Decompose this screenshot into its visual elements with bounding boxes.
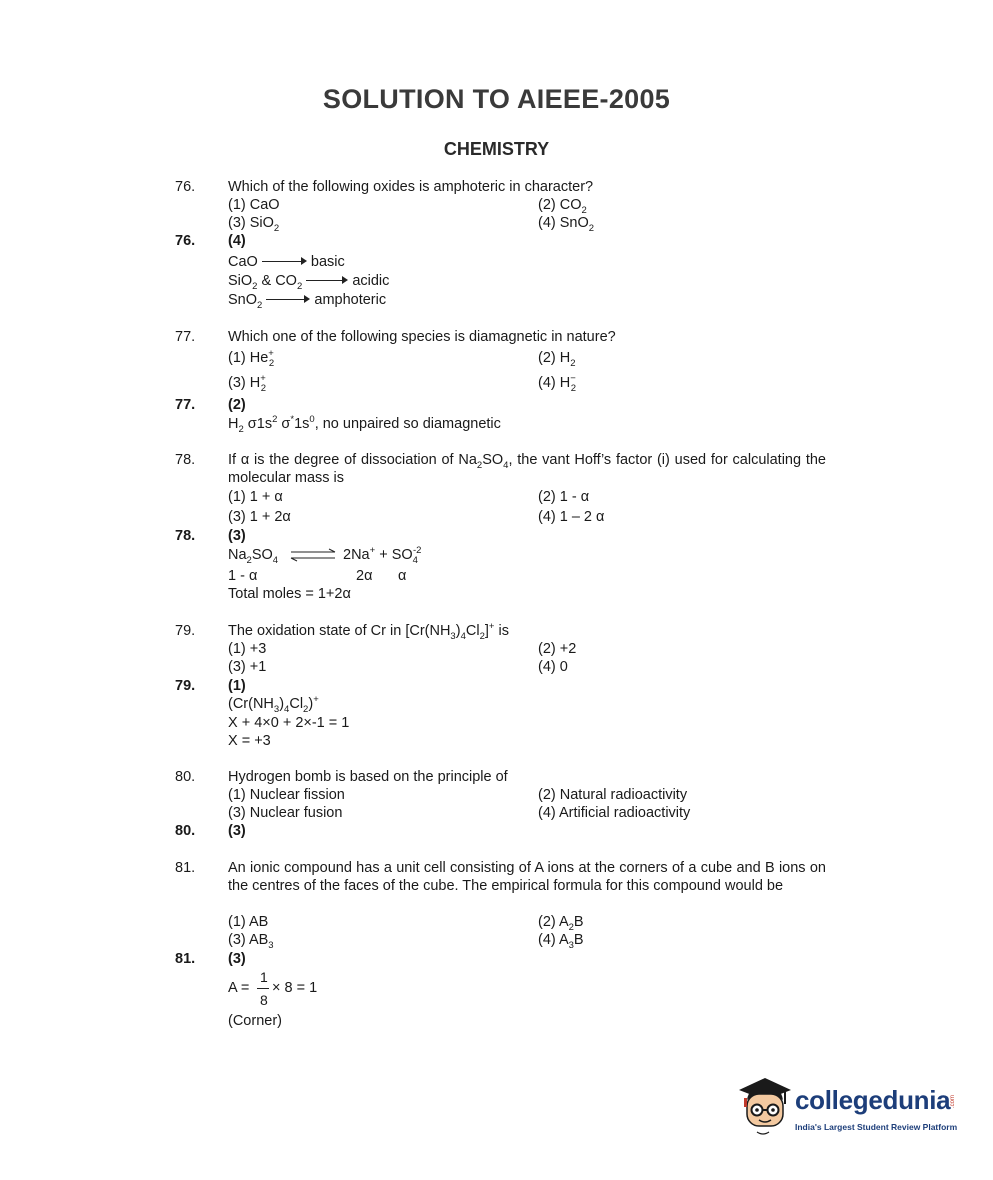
answer-number: 79. — [175, 678, 196, 694]
option-2: (2) $A_2B$ — [538, 914, 584, 933]
answer-choice: (4) — [228, 233, 246, 249]
answer-choice: (3) — [228, 823, 246, 839]
subject-heading: CHEMISTRY — [443, 139, 550, 159]
option-3: (3) $AB_3$ — [228, 932, 274, 951]
question-text: Hydrogen bomb is based on the principle of — [228, 769, 508, 785]
option-4: (4) 0 — [538, 659, 568, 675]
solution-equation: $Na_2SO_4$ — [228, 547, 279, 566]
solution-line: CaO basic — [228, 254, 345, 270]
right-arrow-icon — [266, 295, 310, 305]
question-number: 78. — [175, 452, 196, 468]
fraction-bar — [257, 988, 269, 989]
right-arrow-icon — [306, 276, 348, 286]
option-2: (2) $H_2$ — [538, 350, 576, 369]
logo-domain-suffix: .com — [950, 1095, 956, 1109]
option-1: (1) Nuclear fission — [228, 787, 345, 803]
question-text: An ionic compound has a unit cell consisting of A ions at the corners of a cube and B ions on the centres of the faces of the cube. The empirical formula for this compound would be — [228, 860, 826, 894]
option-1: (1) +3 — [228, 641, 267, 657]
option-2: (2) Natural radioactivity — [538, 787, 688, 803]
answer-number: 81. — [175, 951, 196, 967]
option-4: (4) $H^-_2$ — [538, 373, 577, 394]
option-2: (2) $CO_2$ — [538, 197, 587, 216]
equation-lhs: A = — [228, 980, 250, 996]
option-4: (4) 1 – 2 α — [538, 509, 605, 525]
moles-product-1: 2α — [356, 568, 373, 584]
solution-line: X + 4×0 + 2×-1 = 1 — [228, 715, 350, 731]
option-3: (3) $H^+_2$ — [228, 373, 267, 394]
equation-rhs: × 8 = 1 — [272, 980, 318, 996]
answer-number: 77. — [175, 397, 196, 413]
solution-equation-products: $2Na^+ + SO_4^{-2}$ — [343, 545, 422, 566]
logo-wordmark: collegedunia — [795, 1085, 951, 1115]
option-1: (1) $He^+_2$ — [228, 348, 275, 369]
solution-line: SiO$_2$ & $CO_2$ acidic — [228, 273, 390, 292]
question-number: 81. — [175, 860, 196, 876]
solution-line: $H_2$ $\sigma 1s^2$ $\sigma^*1s^0$, no unpaired so diamagnetic — [228, 414, 501, 435]
solution-line: $(Cr(NH_3)_4Cl_2)^+$ — [228, 694, 319, 715]
option-2: (2) +2 — [538, 641, 577, 657]
answer-number: 78. — [175, 528, 196, 544]
question-text: Which of the following oxides is amphoteric in character? — [228, 179, 594, 195]
option-1: (1) 1 + α — [228, 489, 283, 505]
option-4: (4) SnO$_2$ — [538, 215, 595, 234]
right-arrow-icon — [262, 257, 307, 267]
answer-number: 80. — [175, 823, 196, 839]
equilibrium-arrow-icon — [289, 548, 337, 562]
option-3: (3) Nuclear fusion — [228, 805, 343, 821]
moles-product-2: α — [398, 568, 407, 584]
question-text: The oxidation state of Cr in $[Cr(NH_3)_4Cl_2]^+$ is — [228, 621, 509, 642]
solution-line: (Corner) — [228, 1013, 282, 1029]
answer-choice: (3) — [228, 951, 246, 967]
option-3: (3) +1 — [228, 659, 267, 675]
option-3: (3) SiO$_2$ — [228, 215, 280, 234]
solution-line: X = +3 — [228, 733, 271, 749]
solution-line: Total moles = 1+2α — [228, 586, 351, 602]
question-number: 79. — [175, 623, 196, 639]
answer-number: 76. — [175, 233, 196, 249]
option-2: (2) 1 - α — [538, 489, 590, 505]
option-1: (1) CaO — [228, 197, 280, 213]
page-title: SOLUTION TO AIEEE-2005 — [322, 84, 671, 114]
question-number: 80. — [175, 769, 196, 785]
fraction-denominator: 8 — [260, 992, 268, 1008]
question-number: 76. — [175, 179, 196, 195]
option-1: (1) AB — [228, 914, 269, 930]
answer-choice: (1) — [228, 678, 246, 694]
option-4: (4) $A_3B$ — [538, 932, 584, 951]
option-4: (4) Artificial radioactivity — [538, 805, 691, 821]
question-text: If α is the degree of dissociation of $Na_2SO_4$, the vant Hoff’s factor (i) used for calculating the molecular mass is — [228, 452, 826, 486]
question-number: 77. — [175, 329, 196, 345]
moles-reactant: 1 - α — [228, 568, 258, 584]
answer-choice: (2) — [228, 397, 246, 413]
answer-choice: (3) — [228, 528, 246, 544]
solution-line: SnO$_2$ amphoteric — [228, 292, 387, 311]
option-3: (3) 1 + 2α — [228, 509, 291, 525]
logo-tagline: India's Largest Student Review Platform — [795, 1122, 958, 1132]
question-text: Which one of the following species is diamagnetic in nature? — [228, 329, 616, 345]
fraction-numerator: 1 — [260, 969, 268, 985]
